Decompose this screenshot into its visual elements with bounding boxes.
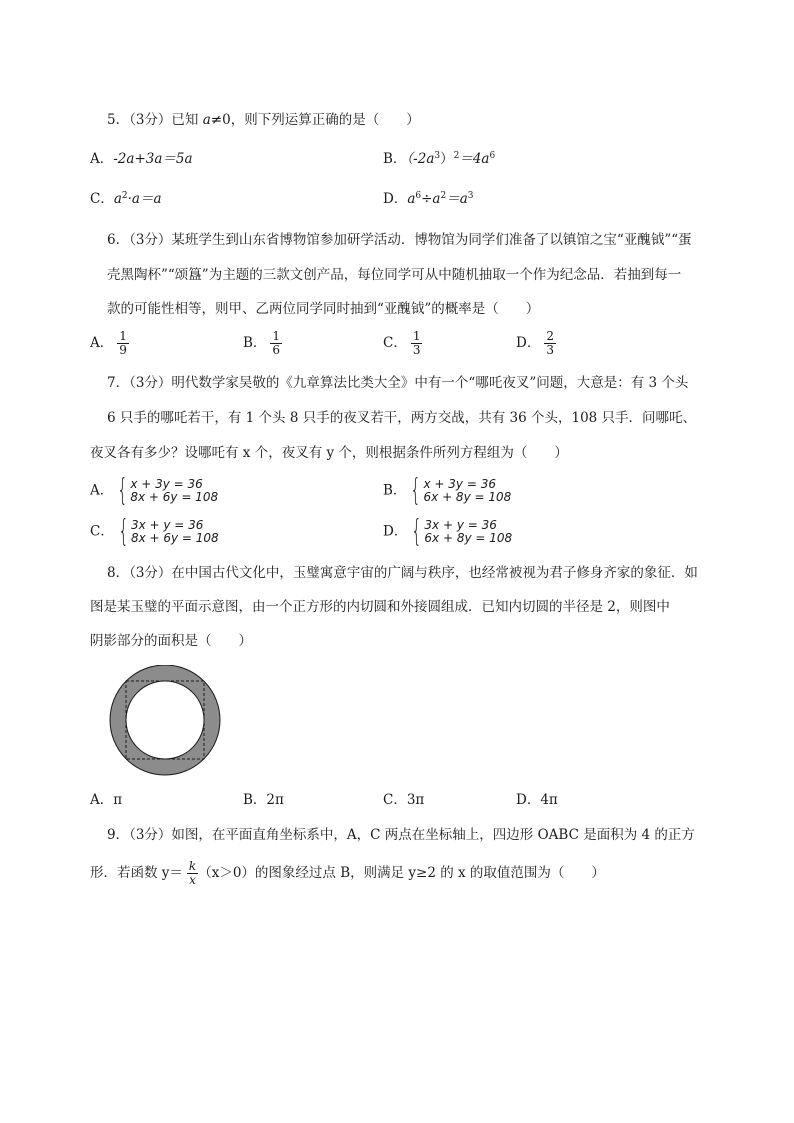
denominator: 9 — [119, 343, 127, 357]
option-label: A． — [90, 151, 114, 167]
brace-icon: { — [118, 514, 129, 549]
exponent: 2 — [440, 191, 447, 201]
fraction — [544, 330, 556, 357]
fraction — [117, 330, 129, 357]
option-text: （-2a — [406, 151, 435, 167]
equation: 3x + y = 36 — [130, 518, 204, 532]
q9-line-1: 9．（3分）如图，在平面直角坐标系中，A，C 两点在坐标轴上，四边形 OABC 是面积为 4 的正方 — [107, 827, 695, 843]
fraction — [270, 330, 282, 357]
q8-option-b — [243, 791, 284, 809]
numerator: k — [188, 859, 197, 873]
option-text: ） — [440, 151, 454, 167]
denominator: x — [189, 873, 196, 887]
q8-option-c — [383, 791, 424, 809]
q7-line-1: 7．（3分）明代数学家吴敬的《九章算法比类大全》中有一个“哪吒夜叉”问题，大意是：有 3 个头 — [107, 375, 689, 391]
option-label: D． — [516, 792, 541, 808]
equation-system — [131, 519, 219, 545]
option-text: a — [407, 191, 416, 207]
q7-line-2: 6 只手的哪吒若干，有 1 个头 8 只手的夜叉若干，两方交战，共有 36 个头，108 只手．问哪吒、 — [107, 410, 697, 426]
inscribed-circle — [126, 681, 204, 759]
option-label: C． — [383, 792, 407, 808]
fraction — [187, 860, 198, 887]
exponent: 3 — [434, 151, 441, 161]
denominator: 3 — [546, 343, 554, 357]
equation: x + 3y = 36 — [130, 477, 203, 491]
option-label: D． — [383, 523, 408, 540]
numerator: 1 — [412, 329, 421, 343]
fraction — [411, 330, 423, 357]
q6-option-d — [516, 330, 556, 357]
jade-disc-figure — [100, 665, 230, 785]
option-text: -2a+3a＝5a — [113, 151, 193, 167]
option-label: C． — [90, 523, 114, 540]
option-label: A． — [90, 792, 114, 808]
q6-option-b — [243, 330, 282, 357]
option-text: ＝4a — [459, 151, 490, 167]
q8-line-1: 8．（3分）在中国古代文化中，玉璧寓意宇宙的广阔与秩序，也经常被视为君子修身齐家的象征．如 — [107, 565, 698, 581]
option-label: D． — [383, 191, 408, 207]
q9-text-b: （x＞0）的图象经过点 B，则满足 y≥2 的 x 的取值范围为（ ） — [198, 865, 605, 881]
q5-stem-var: a — [202, 112, 211, 128]
option-label: D． — [516, 335, 541, 351]
q5-option-a — [90, 150, 193, 168]
q5-stem-text-b: ≠0，则下列运算正确的是（ ） — [210, 112, 420, 128]
option-label: A． — [90, 482, 114, 499]
exponent: 6 — [489, 151, 496, 161]
option-text: 3π — [406, 792, 425, 808]
option-label: C． — [90, 191, 114, 207]
q6-line-1: 6．（3分）某班学生到山东省博物馆参加研学活动．博物馆为同学们准备了以镇馆之宝“亚醜钺”“蛋 — [107, 232, 692, 248]
q6-line-2: 壳黑陶杯”“颂簋”为主题的三款文创产品，每位同学可从中随机抽取一个作为纪念品．若抽到每一 — [107, 267, 682, 283]
option-label: B． — [383, 482, 407, 499]
equation-system — [130, 478, 218, 504]
option-text: 4π — [540, 792, 558, 808]
option-label: B． — [243, 335, 267, 351]
option-text: 2π — [266, 792, 284, 808]
q7-line-3: 夜叉各有多少？设哪吒有 x 个，夜叉有 y 个，则根据条件所列方程组为（ ） — [90, 445, 568, 461]
q8-line-3: 阴影部分的面积是（ ） — [90, 633, 252, 649]
option-text: ·a＝a — [127, 191, 162, 207]
q7-option-b — [383, 473, 512, 508]
option-text: ＝a — [446, 191, 468, 207]
equation: 6x + 8y = 108 — [424, 531, 513, 545]
q6-option-c — [383, 330, 422, 357]
q7-option-c — [90, 514, 219, 549]
equation: 8x + 6y = 108 — [130, 490, 219, 504]
q9-line-2 — [90, 860, 605, 887]
equation: 3x + y = 36 — [424, 518, 497, 532]
denominator: 3 — [412, 343, 421, 357]
q5-option-b — [383, 150, 495, 168]
equation: 8x + 6y = 108 — [130, 531, 219, 545]
q5-stem — [107, 111, 420, 129]
exponent: 2 — [453, 151, 460, 161]
q5-option-c — [90, 190, 162, 208]
numerator: 1 — [119, 329, 127, 343]
numerator: 1 — [272, 329, 281, 343]
q7-option-a — [90, 473, 219, 508]
equation-system — [424, 519, 512, 545]
equation: 6x + 8y = 108 — [423, 490, 512, 504]
denominator: 6 — [272, 343, 281, 357]
option-text: π — [113, 792, 123, 808]
brace-icon: { — [410, 473, 422, 508]
exponent: 3 — [467, 191, 474, 201]
equation: x + 3y = 36 — [423, 477, 496, 491]
q8-option-d — [516, 791, 558, 809]
q8-option-a — [90, 791, 122, 809]
option-label: A． — [90, 335, 114, 351]
equation-system — [424, 478, 512, 504]
q5-option-d — [383, 190, 474, 208]
q8-line-2: 图是某玉璧的平面示意图，由一个正方形的内切圆和外接圆组成．已知内切圆的半径是 2，则图中 — [90, 599, 670, 615]
q5-stem-text-a: 5．（3分）已知 — [107, 112, 203, 128]
brace-icon: { — [411, 514, 423, 549]
brace-icon: { — [117, 473, 129, 508]
exponent: 6 — [415, 191, 422, 201]
q6-option-a — [90, 330, 129, 357]
numerator: 2 — [546, 329, 554, 343]
option-text: a — [113, 191, 122, 207]
q7-option-d — [383, 514, 513, 549]
option-label: B． — [383, 151, 407, 167]
option-text: ÷a — [421, 191, 441, 207]
exponent: 2 — [121, 191, 128, 201]
q6-line-3: 款的可能性相等，则甲、乙两位同学同时抽到“亚醜钺”的概率是（ ） — [107, 301, 540, 317]
q9-text-a: 形．若函数 y＝ — [90, 865, 183, 881]
option-label: B． — [243, 792, 267, 808]
option-label: C． — [383, 335, 407, 351]
